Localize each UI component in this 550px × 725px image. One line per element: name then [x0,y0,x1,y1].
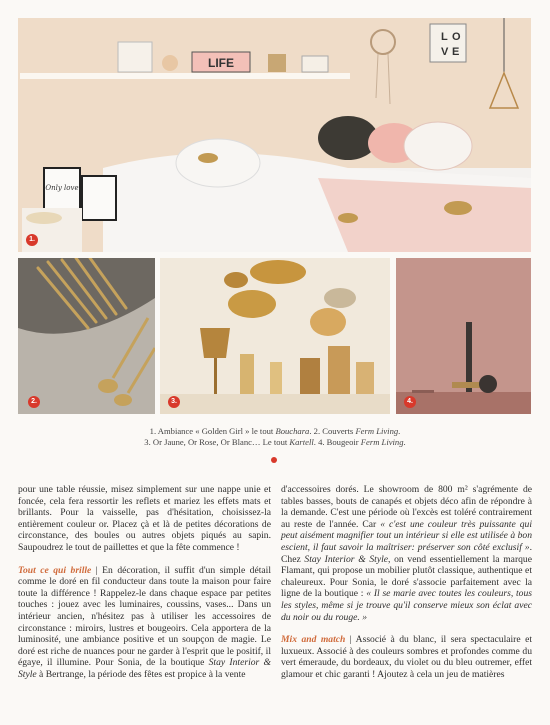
caption-text: . [403,437,406,447]
caption-brand: Bouchara [275,426,310,436]
shop-name: Stay Interior & Style [304,553,388,565]
paragraph [281,484,532,623]
paragraph-tout-ce-qui-brille [18,565,271,681]
paragraph-text: . Chez [281,541,532,565]
quote: « c'est une couleur très puissante qui peut aisément magnifier tout un intérieur si elle est utilisée à bon escient, il faut savoir la maîtriser: préserver son côté exclusif » [281,518,532,553]
shop-name: Stay Interior & Style [18,657,272,680]
paragraph-text: à Bertrange, la période des fêtes est propice à la vente [36,668,246,680]
separator-dot [271,457,277,463]
caption-text: 1. Ambiance « Golden Girl » le tout [149,426,276,436]
love-frame-letter-e: E [452,46,460,58]
photo-gold-cutlery [18,258,155,414]
paragraph-text: | En décoration, il suffit d'un simple détail comme le doré en fil conducteur dans toute la maison pour faire toute la différence ! Rappelez-le dans chaque espace par petites touches : jouez avec les luminaires, coussins, vases... Dans un intérieur ancien, n'hésitez pas à utiliser les accessoires de circonstance : miroirs, lustres et bougeoirs. Cela apportera de la luminosité, une ambiance positive et un soupçon de magie. Le doré est riche de nuances pour ne garder à l'esprit que le positif, il égaye, il illumine. Pour Sonia, de la boutique [18,564,271,669]
shelf-sign-text: LIFE [208,56,234,70]
caption-text: . [398,426,401,436]
photo-badge-4: 4. [404,396,416,408]
love-frame-letter-o: O [452,31,461,43]
bedroom-illustration [18,18,531,252]
paragraph: pour une table réussie, misez simplement sur une nappe unie et foncée, cela fera ressortir les reflets et mariez les effets mats et brillants. Pour la vaisselle, pas d'hésitation, choisissez-la entièrement couleur or. Placez çà et là de petites décorations de circonstance, des boules ou autres objets piqués au sapin. Saupoudrez le tout de paillettes et que la fête commence ! [18,484,271,553]
cutlery-illustration [18,258,155,414]
candle-holder-illustration [396,258,531,414]
photo-bedroom-ambiance [18,18,531,252]
paragraph-text: d'accessoires dorés. Le showroom de 800 m² s'agrémente de tables basses, bouts de canapés et objets déco afin de répondre à la demande. C'est une période où l'excès est toléré contrairement au reste de l'année. Car [281,484,532,530]
section-lead: Mix and match [281,634,346,646]
photo-badge-3: 3. [168,396,180,408]
paragraph-text: | Associé à du blanc, il sera spectaculaire et luxueux. Associé à des couleurs sombres et profondes comme du vert émeraude, du bordeaux, du violet ou du bleu outremer, effet glamour et chic garanti ! Ajoutez à cela un jeu de matières [281,634,532,680]
photo-gold-objects [160,258,390,414]
caption-brand: Kartell [289,437,314,447]
caption-text: 3. Or Jaune, Or Rose, Or Blanc… Le tout [144,437,290,447]
caption-line-1 [0,426,550,437]
caption-brand: Ferm Living [355,426,399,436]
love-frame-letter-v: V [441,46,449,58]
article-column-1 [18,484,271,681]
caption-brand: Ferm Living [360,437,404,447]
love-frame-letter-l: L [441,31,448,43]
photo-candle-holder [396,258,531,414]
section-lead: Tout ce qui brille [18,564,92,576]
caption-text: . 4. Bougeoir [313,437,361,447]
paragraph-mix-and-match [281,634,532,680]
gold-objects-illustration [160,258,390,414]
photo-badge-2: 2. [28,396,40,408]
article-column-2 [281,484,532,681]
quote: « Il se marie avec toutes les couleurs, tous les styles, même si je trouve qu'il conserve mieux son éclat avec du noir ou du rouge. » [281,588,532,623]
photo-badge-1: 1. [26,234,38,246]
paragraph-text: , on vend essentiellement la marque Flamant, qui propose un mobilier plutôt classique, authentique et chaleureux. Pour Sonia, le doré s'associe parfaitement avec la ligne de la boutique : [281,553,532,600]
caption-text: . 2. Couverts [309,426,356,436]
caption-line-2 [0,437,550,448]
poster-text: Only love [45,184,79,192]
photo-caption [0,426,550,448]
